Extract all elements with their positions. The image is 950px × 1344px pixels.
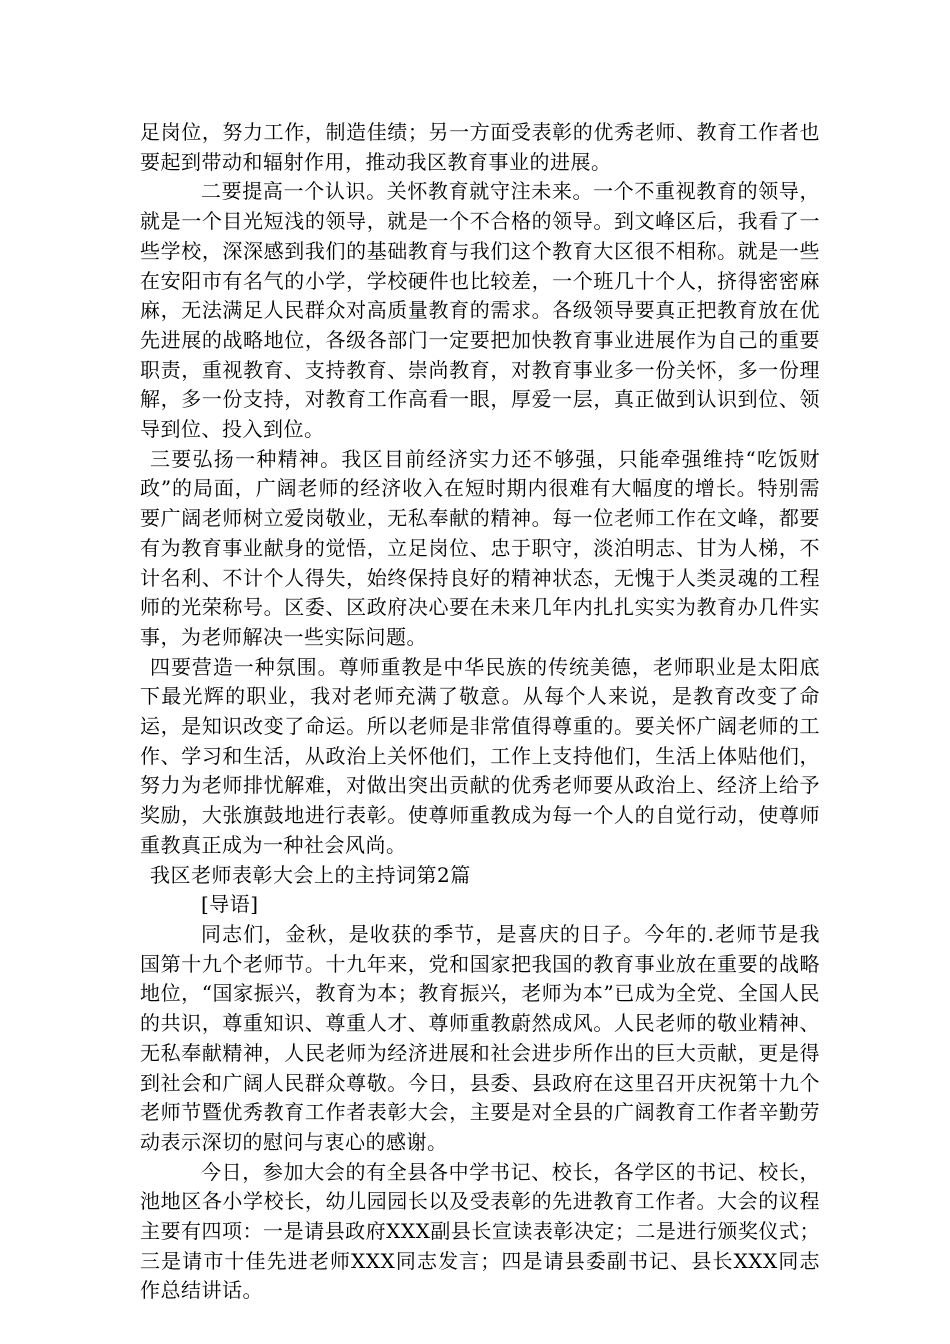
paragraph-agenda: 今日，参加大会的有全县各中学书记、校长，各学区的书记、校长，池地区各小学校长，幼儿园园长以及受表彰的先进教育工作者。大会的议程主要有四项：一是请县政府XXX副县长宣读表彰决定；二是进行颁奖仪式；三是请市十佳先进老师XXX同志发言；四是请县委副书记、县长XXX同志作总结讲话。 xyxy=(140,1159,820,1303)
paragraph-point-two: 二要提高一个认识。关怀教育就守注未来。一个不重视教育的领导，就是一个目光短浅的领导，就是一个不合格的领导。到文峰区后，我看了一些学校，深深感到我们的基础教育与我们这个教育大区很不相称。就是一些在安阳市有名气的小学，学校硬件也比较差，一个班几十个人，挤得密密麻麻，无法满足人民群众对高质量教育的需求。各级领导要真正把教育放在优先进展的战略地位，各级各部门一定要把加快教育事业进展作为自己的重要职责，重视教育、支持教育、崇尚教育，对教育事业多一份关怀，多一份理解，多一份支持，对教育工作高看一眼，厚爱一层，真正做到认识到位、领导到位、投入到位。 xyxy=(140,179,820,442)
guide-label: [导语] xyxy=(201,892,259,917)
paragraph-point-four: 四要营造一种氛围。尊师重教是中华民族的传统美德，老师职业是太阳底下最光辉的职业，我对老师充满了敬意。从每个人来说，是教育改变了命运，是知识改变了命运。所以老师是非常值得尊重的。要关怀广阔老师的工作、学习和生活，从政治上关怀他们，工作上支持他们，生活上体贴他们，努力为老师排忧解难，对做出突出贡献的优秀老师要从政治上、经济上给予奖励，大张旗鼓地进行表彰。使尊师重教成为每一个人的自觉行动，使尊师重教真正成为一种社会风尚。 xyxy=(140,654,820,857)
paragraph-point-three: 三要弘扬一种精神。我区目前经济实力还不够强，只能牵强维持“吃饭财政”的局面，广阔老师的经济收入在短时期内很难有大幅度的增长。特别需要广阔老师树立爱岗敬业，无私奉献的精神。每一位老师工作在文峰，都要有为教育事业献身的觉悟，立足岗位、忠于职守，淡泊明志、甘为人梯，不计名利、不计个人得失，始终保持良好的精神状态，无愧于人类灵魂的工程师的光荣称号。区委、区政府决心要在未来几年内扎扎实实为教育办几件实事，为老师解决一些实际问题。 xyxy=(140,446,820,649)
document-page xyxy=(140,118,820,1306)
section-heading: 我区老师表彰大会上的主持词第2篇 xyxy=(150,862,471,887)
paragraph-opening-remarks: 同志们，金秋，是收获的季节，是喜庆的日子。今年的.老师节是我国第十九个老师节。十九年来，党和国家把我国的教育事业放在重要的战略地位，“国家振兴，教育为本；教育振兴，老师为本”已成为全党、全国人民的共识，尊重知识、尊重人才、尊师重教蔚然成风。人民老师的敬业精神、无私奉献精神，人民老师为经济进展和社会进步所作出的巨大贡献，更是得到社会和广阔人民群众尊敬。今日，县委、县政府在这里召开庆祝第十九个老师节暨优秀教育工作者表彰大会，主要是对全县的广阔教育工作者辛勤劳动表示深切的慰问与衷心的感谢。 xyxy=(140,921,820,1154)
paragraph-continuation: 足岗位，努力工作，制造佳绩；另一方面受表彰的优秀老师、教育工作者也要起到带动和辐射作用，推动我区教育事业的进展。 xyxy=(140,120,820,174)
